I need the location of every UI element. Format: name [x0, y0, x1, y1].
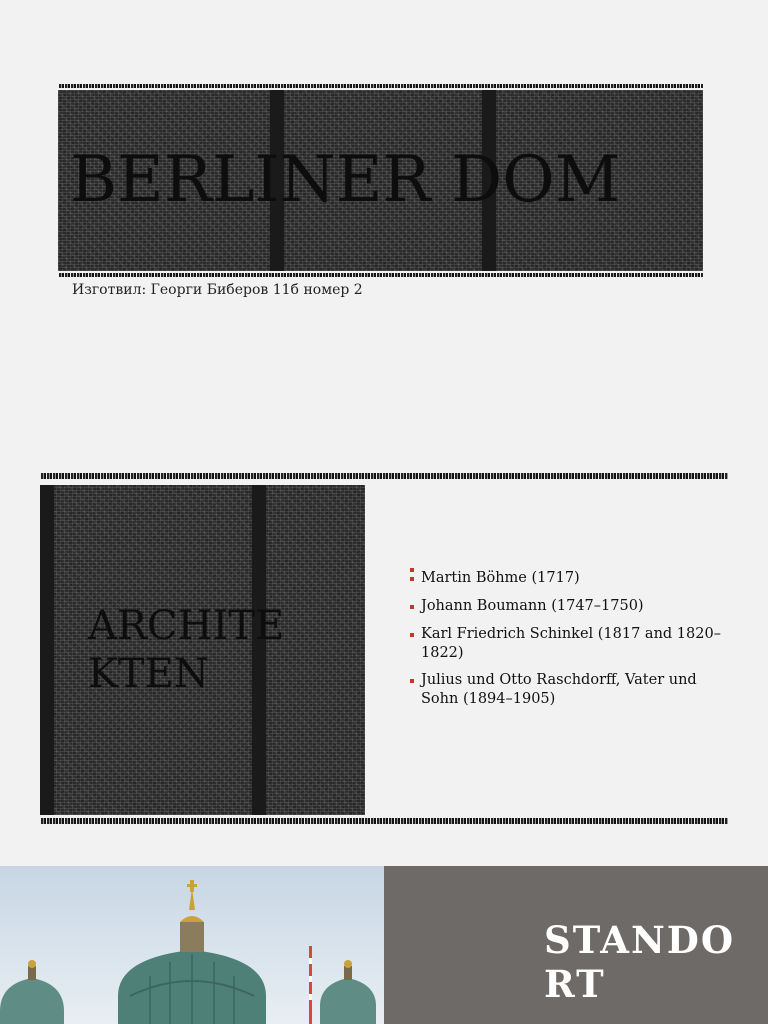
list-item: Johann Boumann (1747–1750) — [410, 597, 728, 616]
slide-top-rule — [40, 473, 728, 479]
architects-list — [410, 560, 728, 718]
slide-bottom-rule — [40, 818, 728, 824]
cathedral-illustration — [0, 866, 384, 1024]
list-item: Karl Friedrich Schinkel (1817 and 1820–1822) — [410, 625, 728, 663]
location-panel — [384, 866, 768, 1024]
list-item: Julius und Otto Raschdorff, Vater und Sohn (1894–1905) — [410, 671, 728, 709]
banner-bottom-rule — [58, 273, 703, 277]
berliner-dom-photo — [0, 866, 384, 1024]
title-slide — [0, 0, 768, 440]
author-subtitle: Изготвил: Георги Биберов 11б номер 2 — [72, 282, 363, 298]
architects-slide — [0, 440, 768, 866]
location-slide — [0, 866, 768, 1024]
presentation-title: BERLINER DOM — [70, 143, 621, 217]
location-heading: STANDO RT — [544, 918, 736, 1007]
list-item: Martin Böhme (1717) — [410, 569, 728, 588]
architects-heading: ARCHITE KTEN — [88, 603, 285, 697]
banner-top-rule — [58, 84, 703, 88]
panel-divider — [40, 485, 54, 815]
title-banner — [58, 84, 703, 277]
